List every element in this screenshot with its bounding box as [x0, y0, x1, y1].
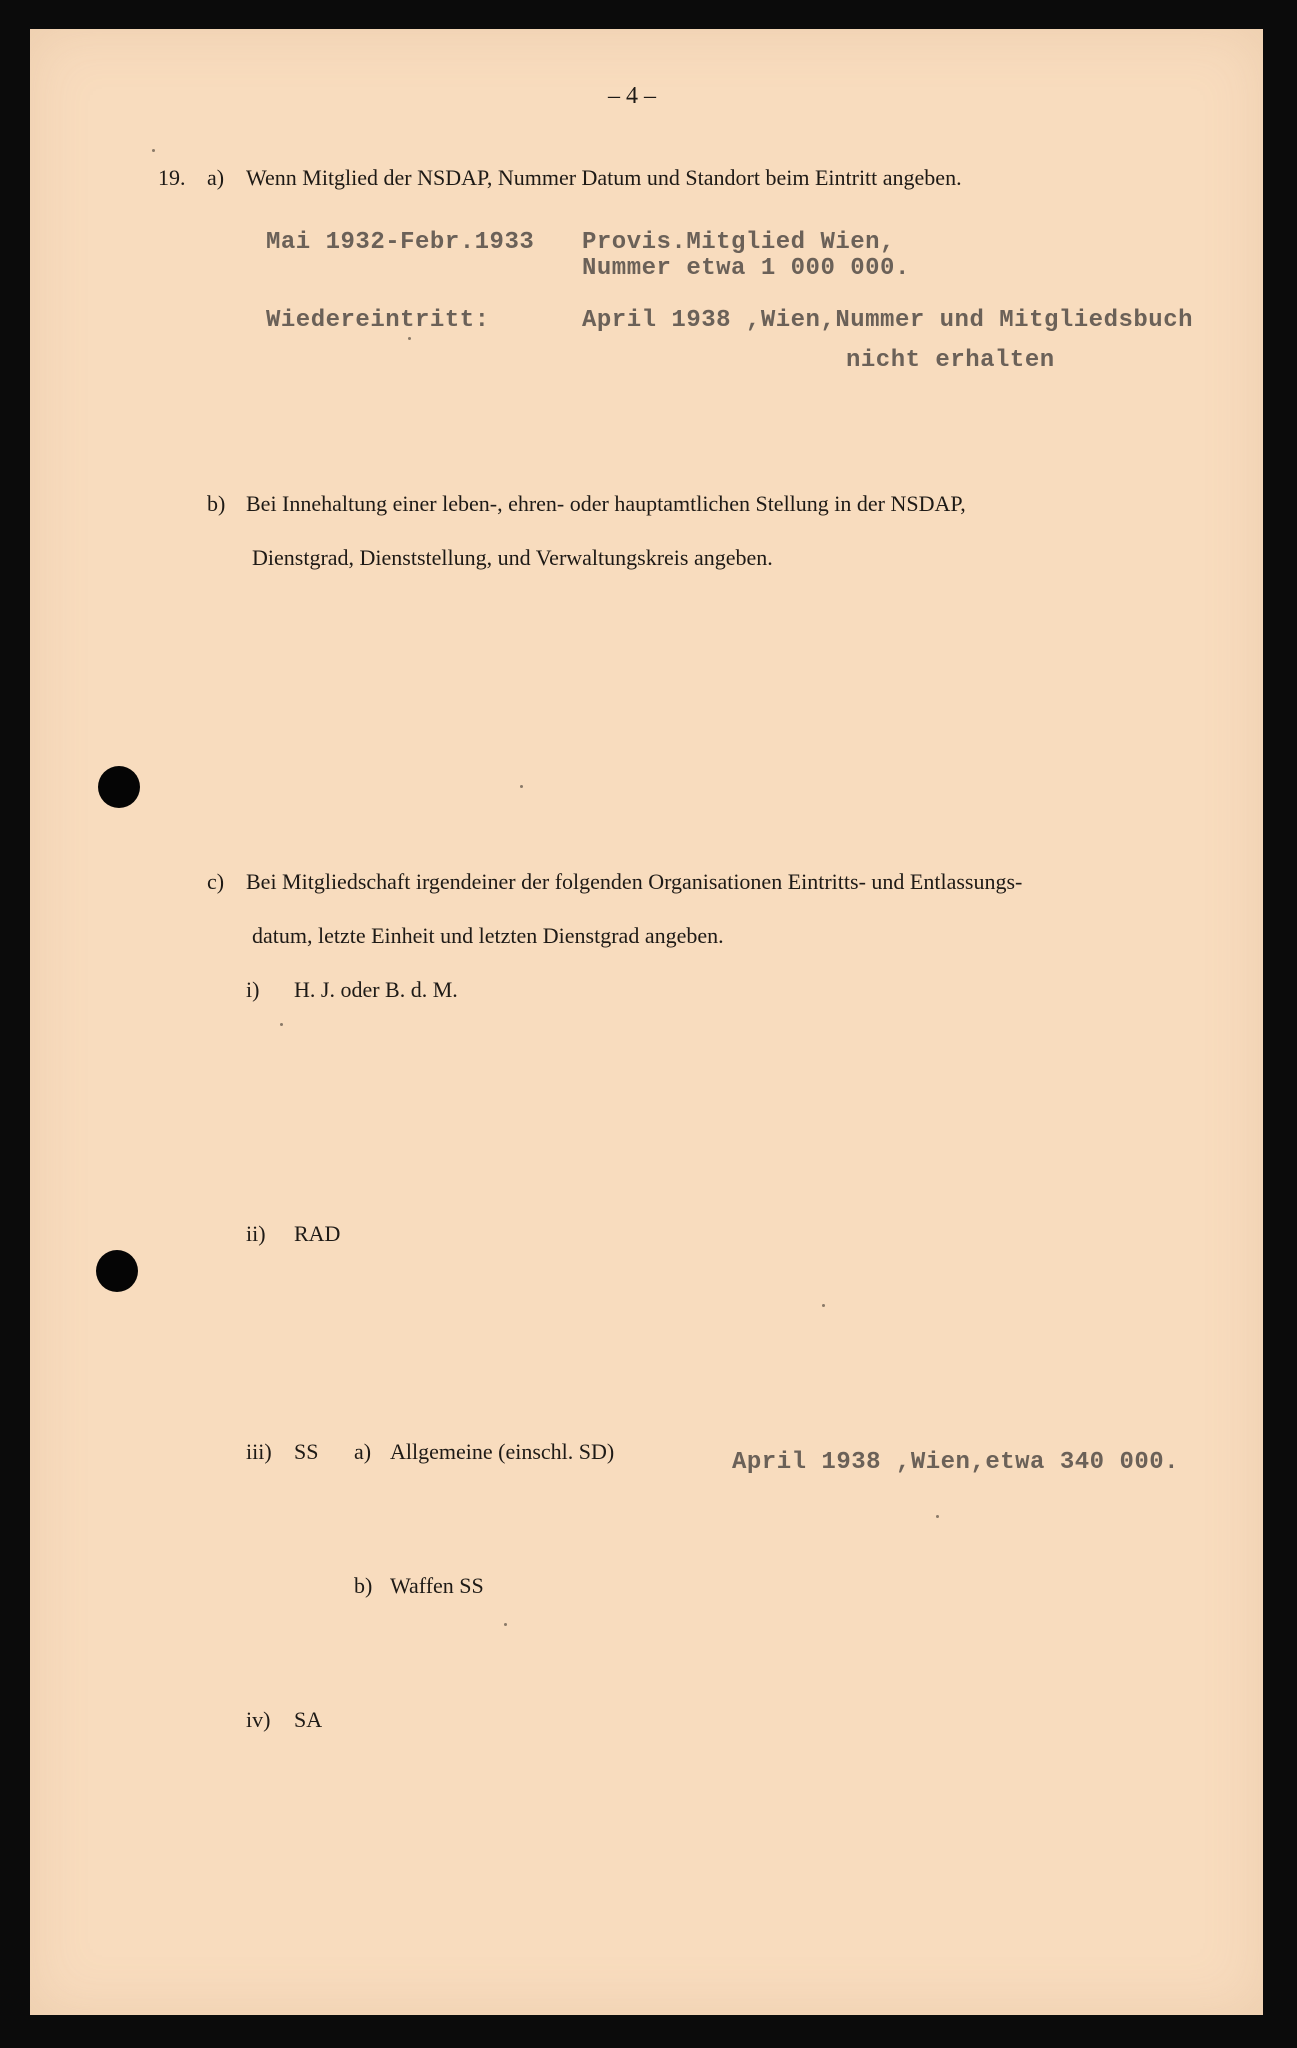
paper-speck	[822, 1304, 825, 1307]
question-a-label: Wenn Mitglied der NSDAP, Nummer Datum und Standort beim Eintritt angeben.	[246, 165, 962, 190]
item-iii-sub-a-answer: April 1938 ,Wien,etwa 340 000.	[732, 1449, 1180, 1476]
item-iv-label: SA	[294, 1707, 323, 1732]
question-a-marker: a)	[207, 165, 225, 190]
question-number: 19.	[158, 165, 186, 190]
item-iv-marker: iv)	[246, 1707, 271, 1732]
paper-speck	[280, 1023, 283, 1026]
paper-speck	[936, 1515, 939, 1518]
question-b-line1: Bei Innehaltung einer leben-, ehren- oder hauptamtlichen Stellung in der NSDAP,	[246, 491, 966, 516]
item-ii-label: RAD	[294, 1221, 341, 1246]
item-iii-sub-b-marker: b)	[354, 1573, 373, 1598]
item-iii-label: SS	[294, 1439, 319, 1464]
item-iii-sub-b-label: Waffen SS	[390, 1573, 484, 1598]
document-page	[30, 29, 1263, 2015]
question-b-line2: Dienstgrad, Dienststellung, und Verwaltungskreis angeben.	[252, 545, 773, 570]
item-iii-marker: iii)	[246, 1439, 272, 1464]
paper-speck	[504, 1623, 507, 1626]
item-iii-sub-a-marker: a)	[354, 1439, 372, 1464]
answer-period: Mai 1932-Febr.1933	[266, 229, 535, 256]
punch-hole-bottom	[96, 1250, 138, 1292]
answer-reentry-line1: April 1938 ,Wien,Nummer und Mitgliedsbuch	[582, 307, 1193, 334]
answer-number: Nummer etwa 1 000 000.	[582, 255, 910, 282]
question-c-line2: datum, letzte Einheit und letzten Dienstgrad angeben.	[252, 923, 724, 948]
page-number: – 4 –	[608, 83, 656, 109]
punch-hole-top	[98, 766, 140, 808]
answer-reentry-line2: nicht erhalten	[846, 347, 1055, 374]
item-i-label: H. J. oder B. d. M.	[294, 977, 458, 1002]
question-c-marker: c)	[207, 869, 225, 894]
item-iii-sub-a-label: Allgemeine (einschl. SD)	[390, 1439, 615, 1464]
question-c-line1: Bei Mitgliedschaft irgendeiner der folgenden Organisationen Eintritts- und Entlassungs-	[246, 869, 1023, 894]
paper-speck	[408, 337, 411, 340]
item-ii-marker: ii)	[246, 1221, 266, 1246]
item-i-marker: i)	[246, 977, 260, 1002]
paper-speck	[152, 149, 155, 152]
paper-speck	[520, 785, 523, 788]
question-b-marker: b)	[207, 491, 226, 516]
answer-membership: Provis.Mitglied Wien,	[582, 229, 895, 256]
answer-reentry-label: Wiedereintritt:	[266, 307, 490, 334]
